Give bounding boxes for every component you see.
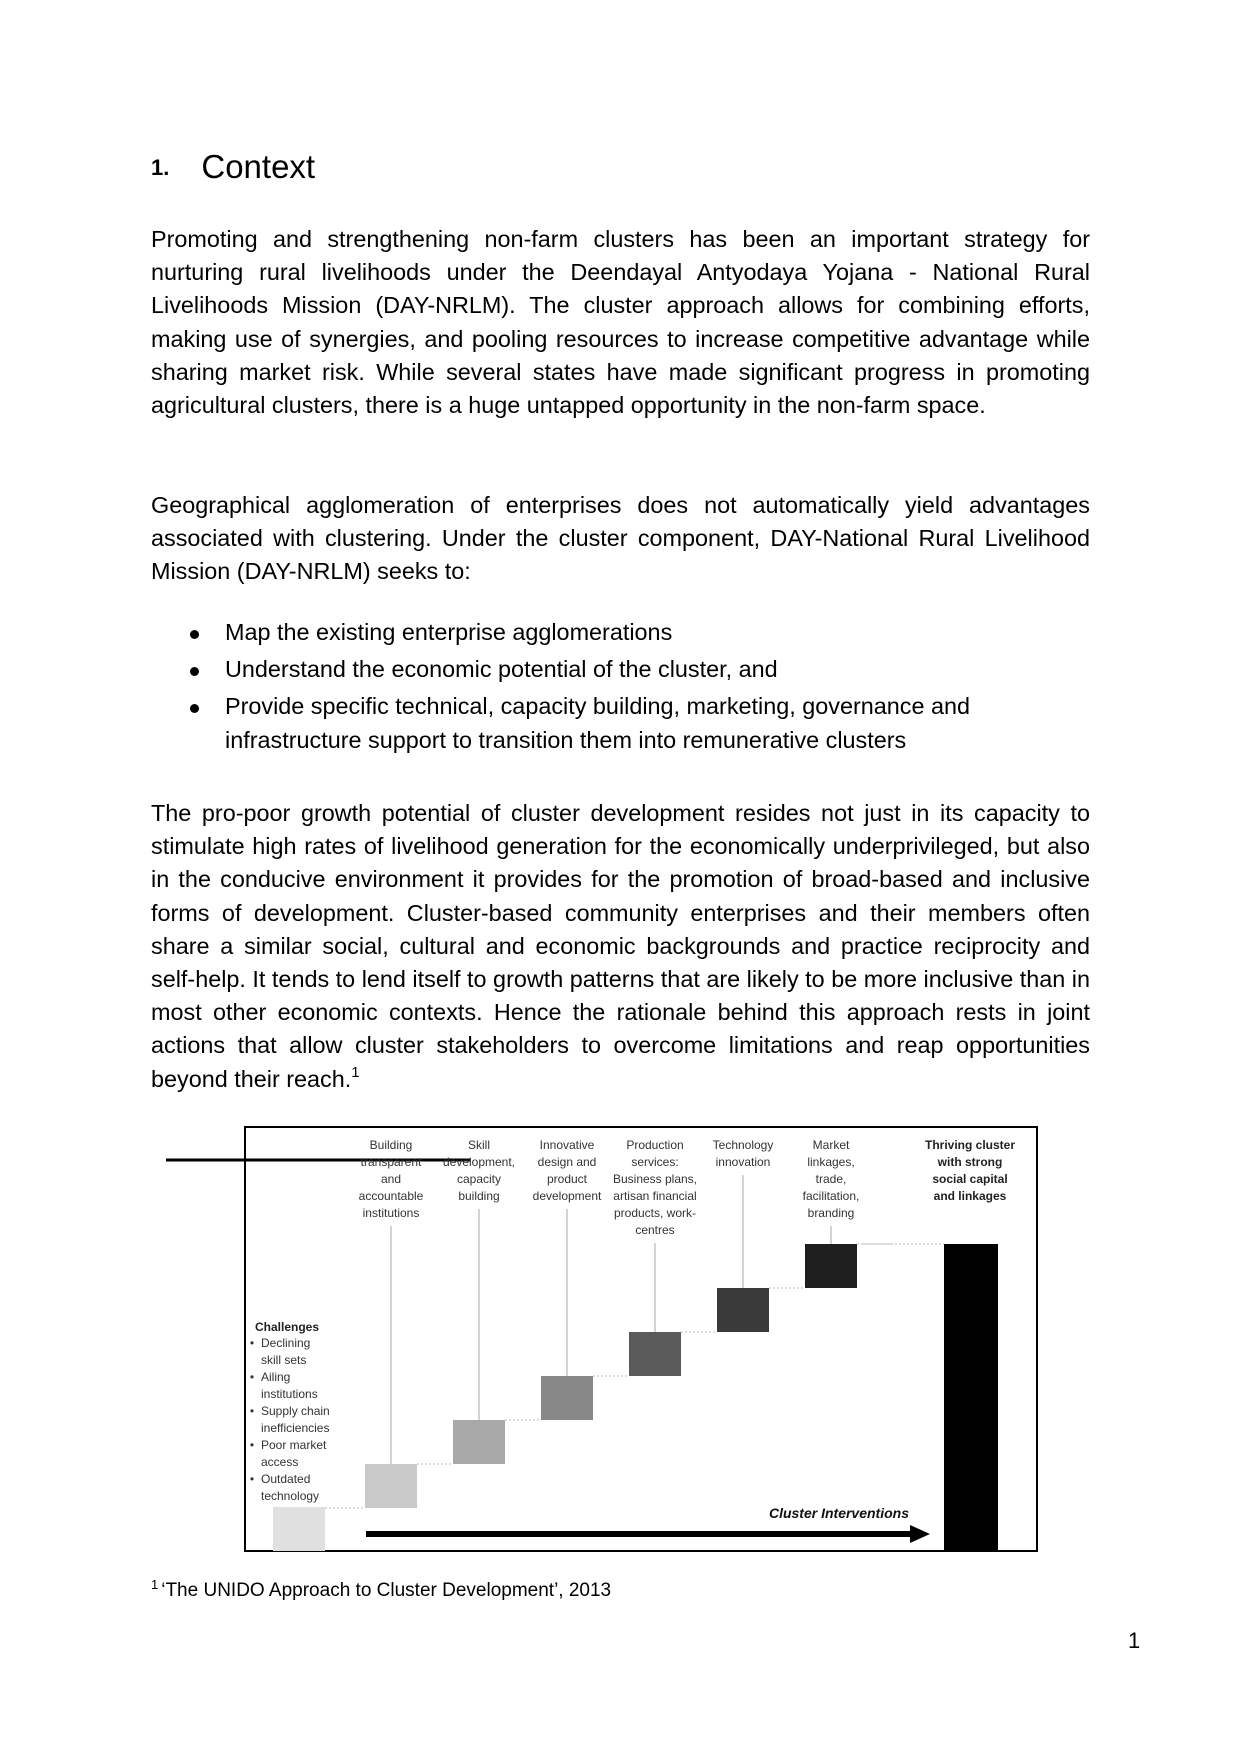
challenge-label: skill sets — [261, 1353, 307, 1367]
step-label: artisan financial — [613, 1189, 697, 1203]
challenges-title: Challenges — [255, 1320, 320, 1334]
step-label: Business plans, — [612, 1172, 698, 1186]
challenge-label: Poor market — [261, 1438, 327, 1452]
outcome-bar — [944, 1244, 998, 1551]
step-label: accountable — [358, 1189, 424, 1203]
challenge-label: Declining — [261, 1336, 311, 1350]
footnote — [151, 1577, 612, 1602]
challenge-bullet: • — [249, 1404, 255, 1418]
step-label: institutions — [362, 1206, 420, 1220]
step-label: innovation — [715, 1155, 771, 1169]
outcome-label: and linkages — [933, 1189, 1007, 1203]
step-label: linkages, — [807, 1155, 855, 1169]
step-box — [717, 1288, 769, 1332]
step-label: services: — [631, 1155, 679, 1169]
section-number: 1. — [151, 155, 170, 180]
page-number: 1 — [1128, 1628, 1141, 1653]
step-label: branding — [807, 1206, 855, 1220]
footnote-marker: 1 — [151, 1577, 159, 1592]
section-title: Context — [201, 148, 316, 185]
list-item: Understand the economic potential of the cluster, and — [151, 653, 1090, 686]
arrow-label: Cluster Interventions — [768, 1505, 909, 1521]
step-label: facilitation, — [802, 1189, 860, 1203]
step-box — [805, 1244, 857, 1288]
step-start-box — [273, 1507, 325, 1551]
challenge-label: institutions — [261, 1387, 318, 1401]
step-box — [453, 1420, 505, 1464]
step-label: development, — [442, 1155, 516, 1169]
step-label: capacity — [456, 1172, 502, 1186]
step-label: Building — [369, 1138, 413, 1152]
challenge-bullet: • — [249, 1438, 255, 1452]
paragraph-1: Promoting and strengthening non-farm clusters has been an important strategy for nurturing rural livelihoods under the Deendayal Antyodaya Yojana - National Rural Livelihoods Mission (DAY-NRLM). The cluster approach allows for combining efforts, making use of synergies, and pooling resources to increase competitive advantage while sharing market risk. While several states have made significant progress in promoting agricultural clusters, there is a huge untapped opportunity in the non-farm space. — [151, 226, 1090, 419]
step-label: Innovative — [539, 1138, 595, 1152]
bullet-icon — [190, 667, 199, 676]
list-item: Map the existing enterprise agglomerations — [151, 616, 1090, 649]
step-label: products, work- — [613, 1206, 697, 1220]
challenge-bullet: • — [249, 1370, 255, 1384]
diagram-svg — [160, 1125, 1040, 1555]
step-label: design and — [537, 1155, 597, 1169]
step-label: and — [380, 1172, 402, 1186]
outcome-label: Thriving cluster — [924, 1138, 1016, 1152]
step-label: trade, — [815, 1172, 847, 1186]
bullet-icon — [190, 704, 199, 713]
step-label: Skill — [467, 1138, 491, 1152]
objectives-list — [151, 616, 1090, 761]
challenge-bullet: • — [249, 1472, 255, 1486]
challenge-label: access — [261, 1455, 299, 1469]
step-box — [365, 1464, 417, 1508]
challenge-label: Ailing — [261, 1370, 291, 1384]
challenge-label: Outdated — [261, 1472, 311, 1486]
step-label: Market — [812, 1138, 850, 1152]
cluster-interventions-diagram — [160, 1125, 1040, 1555]
footnote-text: ‘The UNIDO Approach to Cluster Development’, 2013 — [161, 1580, 612, 1601]
step-label: Production — [626, 1138, 684, 1152]
step-label: development — [532, 1189, 602, 1203]
challenge-bullet: • — [249, 1336, 255, 1350]
outcome-label: with strong — [937, 1155, 1003, 1169]
step-label: Technology — [712, 1138, 774, 1152]
section-heading — [151, 148, 315, 186]
step-label: centres — [635, 1223, 675, 1237]
bullet-icon — [190, 630, 199, 639]
paragraph-2: Geographical agglomeration of enterprises does not automatically yield advantages associated with clustering. Under the cluster component, DAY-National Rural Livelihood Mission (DAY-NRLM) seeks to: — [151, 492, 1090, 585]
challenge-label: technology — [261, 1489, 320, 1503]
arrow-head-icon — [910, 1525, 930, 1543]
step-label: transparent — [360, 1155, 422, 1169]
footnote-ref: 1 — [351, 1063, 360, 1081]
challenge-label: inefficiencies — [261, 1421, 330, 1435]
paragraph-3: The pro-poor growth potential of cluster development resides not just in its capacity to stimulate high rates of livelihood generation for the economically underprivileged, but also in the conducive environment it provides for the promotion of broad-based and inclusive forms of development. Cluster-based community enterprises and their members often share a similar social, cultural and economic backgrounds and practice reciprocity and self-help. It tends to lend itself to growth patterns that are likely to be more inclusive than in most other economic contexts. Hence the rationale behind this approach rests in joint actions that allow cluster stakeholders to overcome limitations and reap opportunities beyond their reach.$^1$ — [151, 800, 1090, 1092]
step-box — [629, 1332, 681, 1376]
step-label: product — [546, 1172, 588, 1186]
list-item: Provide specific technical, capacity building, marketing, governance and infrastructure support to transition them into remunerative clusters — [151, 690, 1090, 756]
step-label: building — [458, 1189, 500, 1203]
outcome-label: social capital — [932, 1172, 1008, 1186]
step-box — [541, 1376, 593, 1420]
challenge-label: Supply chain — [261, 1404, 330, 1418]
